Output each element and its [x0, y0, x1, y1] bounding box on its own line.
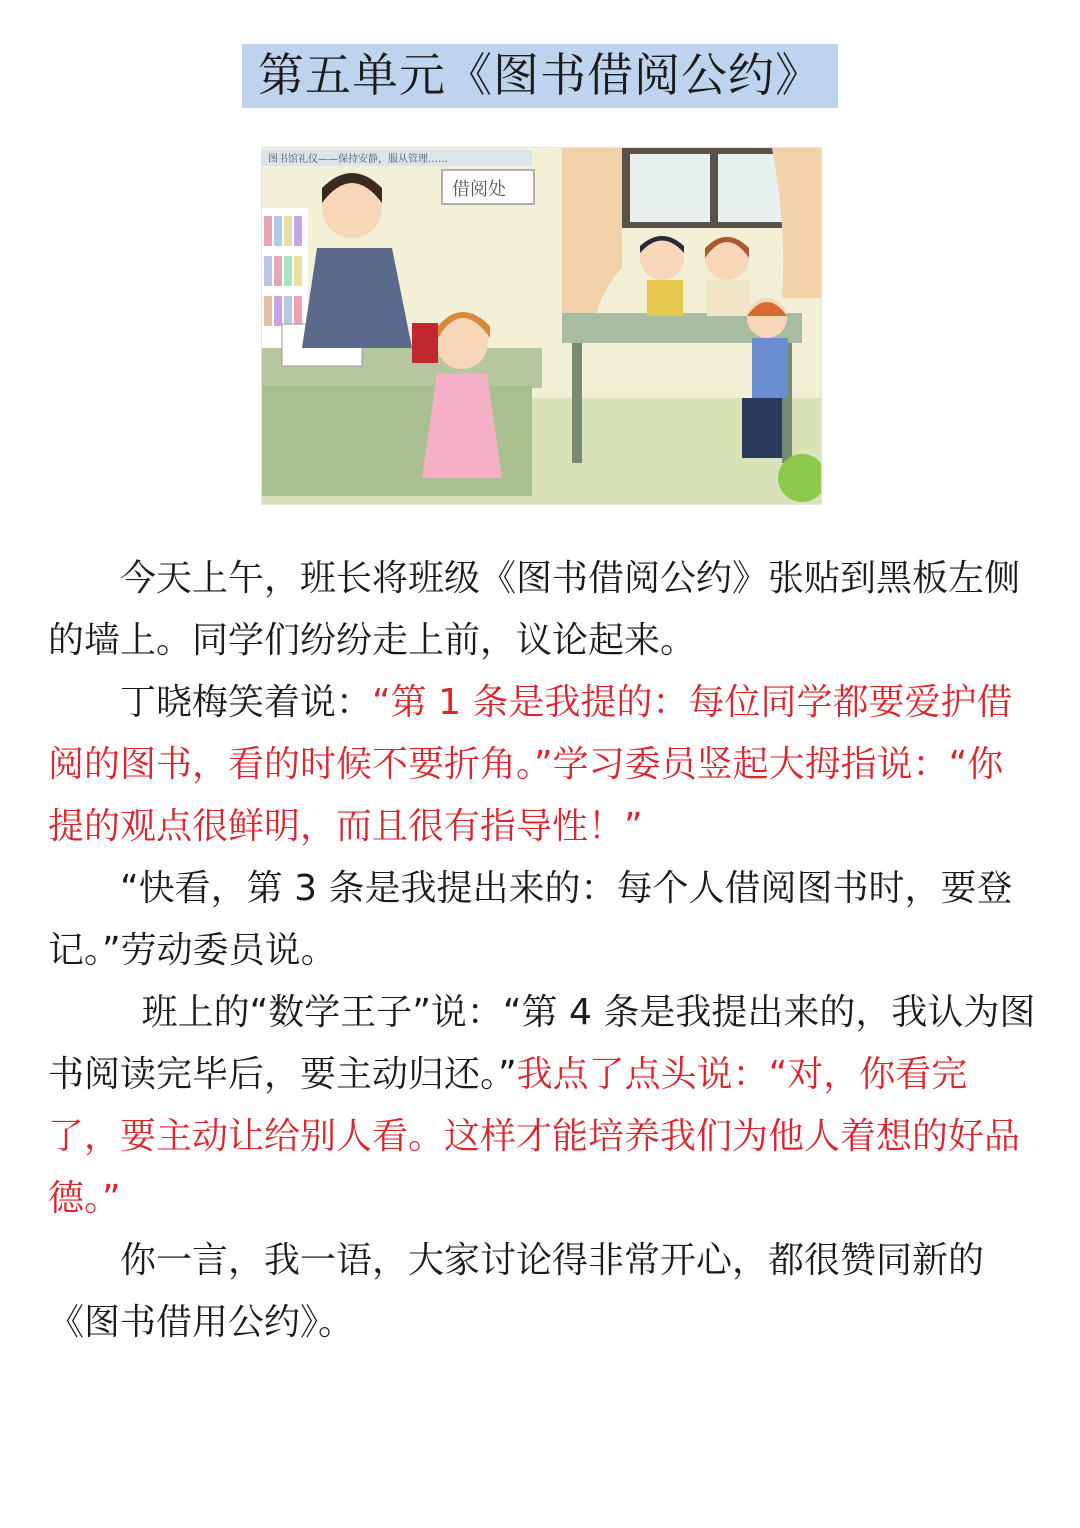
- paragraph-3-text: “快看，第 3 条是我提出来的：每个人借阅图书时，要登记。”劳动委员说。: [48, 868, 1013, 971]
- paragraph-3: [48, 858, 1038, 982]
- story-text: [48, 548, 1038, 1354]
- paragraph-4-text-b: 我点了点头说：“对，你看完了，要主动让给别人看。这样才能培养我们为他人着想的好品德。”: [48, 1054, 1021, 1219]
- paragraph-4-text-a: 班上的“数学王子”说：“第 4 条是我提出来的，我认为图书阅读完毕后，要主动归还。”: [48, 992, 1036, 1095]
- paragraph-1-text: 今天上午，班长将班级《图书借阅公约》张贴到黑板左侧的墙上。同学们纷纷走上前，议论起来。: [48, 558, 1021, 661]
- paragraph-2-text-b: “第 1 条是我提的：每位同学都要爱护借阅的图书，看的时候不要折角。”学习委员竖起大拇指说：“你提的观点很鲜明，而且很有指导性！”: [48, 682, 1013, 847]
- paragraph-5: [48, 1230, 1038, 1354]
- borrow-desk-sign: 借阅处: [452, 179, 506, 200]
- paragraph-5-text: 你一言，我一语，大家讨论得非常开心，都很赞同新的《图书借用公约》。: [48, 1240, 985, 1343]
- title-wrapper: [0, 44, 1080, 108]
- library-illustration: [261, 147, 822, 505]
- page-title: 第五单元《图书借阅公约》: [242, 44, 838, 108]
- paragraph-1: [48, 548, 1038, 672]
- paragraph-2-text-a: 丁晓梅笑着说：: [120, 682, 373, 723]
- paragraph-2: [48, 672, 1038, 858]
- paragraph-4: [48, 982, 1038, 1230]
- banner-text: 图书馆礼仪——保持安静，服从管理……: [268, 154, 448, 165]
